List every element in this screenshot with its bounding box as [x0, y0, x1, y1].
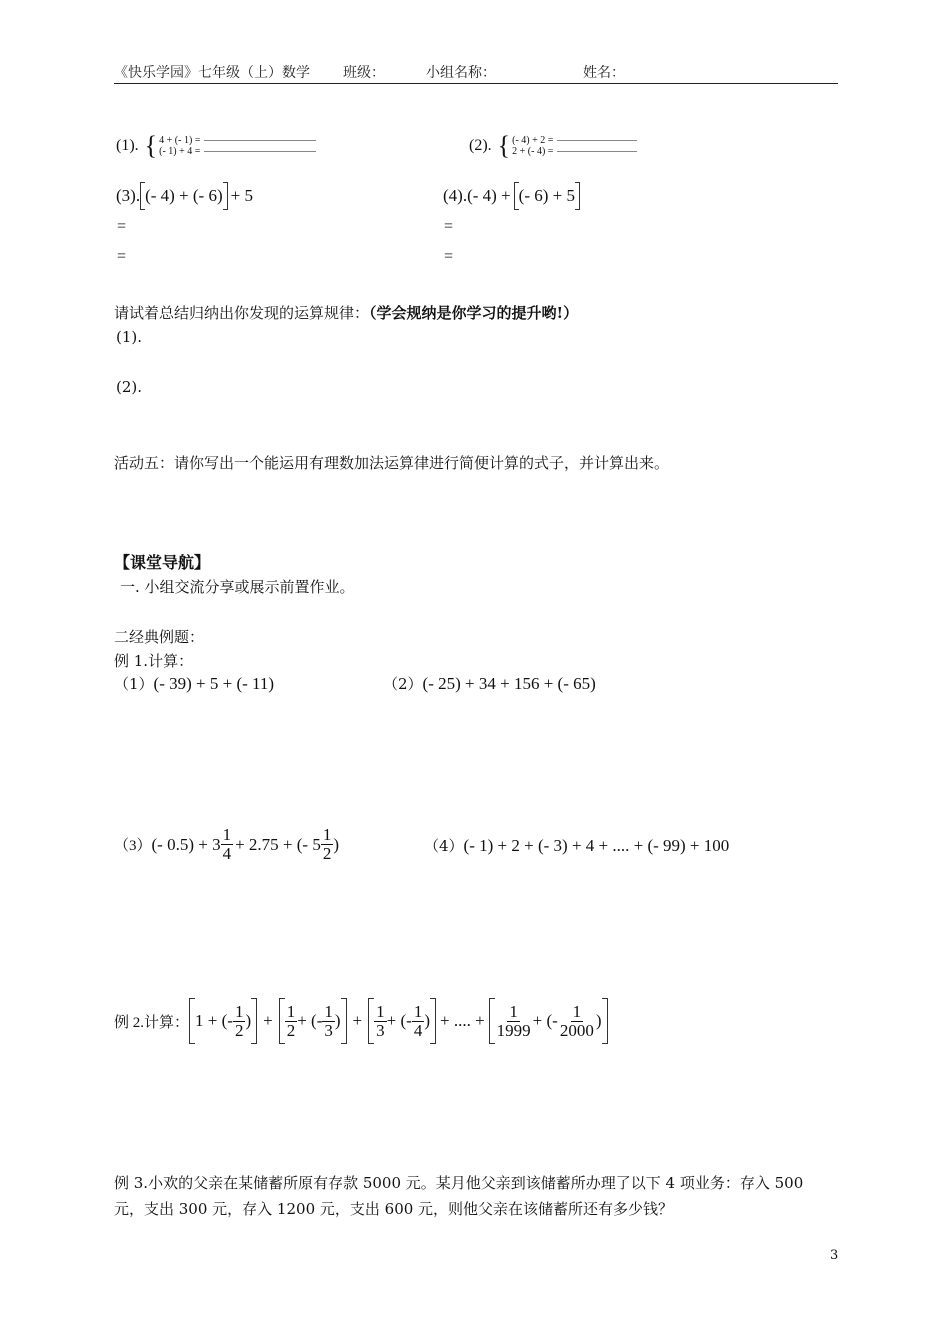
problem-1-line-2: (- 1) + 4 = — [159, 146, 201, 157]
page-number: 3 — [830, 1248, 839, 1263]
example-2 — [114, 998, 608, 1044]
header-class-label: 班级： — [343, 65, 385, 81]
problem-2-label: (2). — [469, 137, 492, 154]
right-bracket — [341, 998, 347, 1044]
answer-blank[interactable] — [204, 151, 316, 152]
left-brace: { — [144, 131, 158, 160]
expression-c: ) — [333, 834, 340, 854]
right-bracket — [251, 998, 257, 1044]
problem-3-tail: + 5 — [230, 186, 253, 205]
summary-item-2: (2). — [116, 378, 143, 396]
problem-1 — [116, 131, 316, 160]
equals-sign: = — [117, 218, 127, 235]
fraction: $\frac{1}{1999}$ — [496, 1001, 531, 1040]
expression: (- 1) + 2 + (- 3) + 4 + .... + (- 99) + 100 — [463, 835, 730, 855]
example-3-line-1: 例 3.小欢的父亲在某储蓄所原有存款 5000 元。某月他父亲到该储蓄所办理了以下 4 项业务：存入 500 — [114, 1174, 804, 1192]
problem-4-head: (- 4) + — [467, 186, 511, 205]
term: ) — [424, 1011, 430, 1030]
expression: (- 25) + 34 + 156 + (- 65) — [422, 673, 596, 693]
equals-sign: = — [117, 248, 127, 265]
term: + (- — [532, 1011, 558, 1030]
problem-3-label: (3). — [116, 186, 141, 205]
term: + (- — [297, 1011, 323, 1030]
right-bracket — [602, 998, 608, 1044]
summary-intro: 请试着总结归纳出你发现的运算规律： — [114, 304, 370, 322]
answer-blank[interactable] — [557, 151, 637, 152]
equals-sign: = — [444, 218, 454, 235]
right-bracket — [575, 182, 580, 210]
problem-2 — [469, 131, 637, 160]
part-label: （3） — [114, 838, 152, 854]
problem-4-inner: (- 6) + 5 — [518, 186, 575, 205]
expression-a: (- 0.5) + 3 — [151, 834, 221, 854]
ellipsis-term: + .... + — [439, 1011, 485, 1030]
summary-emphasis: （学会规纳是你学习的提升哟!） — [369, 304, 579, 322]
section-title: 【课堂导航】 — [114, 553, 211, 572]
fraction: $\frac{1}{2}$ — [286, 1001, 296, 1040]
right-bracket — [223, 182, 228, 210]
fraction: $\frac{1}{2}$ — [322, 825, 332, 863]
problem-4 — [443, 182, 580, 210]
fraction: $\frac{1}{2}$ — [234, 1001, 244, 1040]
summary-prompt — [114, 302, 578, 323]
problem-2-line-2: 2 + (- 4) = — [512, 146, 554, 157]
plus-sign: + — [352, 1011, 363, 1030]
expression: (- 39) + 5 + (- 11) — [153, 673, 275, 693]
plus-sign: + — [263, 1011, 273, 1030]
example-1-part-4 — [424, 835, 729, 856]
term: ) — [245, 1011, 252, 1030]
fraction: $\frac{1}{2000}$ — [559, 1001, 594, 1040]
part-label: （4） — [424, 837, 464, 855]
step-1: 一. 小组交流分享或展示前置作业。 — [120, 578, 355, 596]
example-1-part-1 — [114, 673, 274, 694]
part-label: （2） — [383, 675, 423, 693]
part-label: （1） — [114, 675, 154, 693]
header-name-label: 姓名： — [583, 65, 625, 81]
equals-sign: = — [444, 248, 454, 265]
problem-3 — [116, 182, 253, 210]
activity-5: 活动五：请你写出一个能运用有理数加法运算律进行简便计算的式子，并计算出来。 — [114, 454, 670, 472]
problem-3-inner: (- 4) + (- 6) — [145, 186, 223, 205]
term: ) — [595, 1011, 602, 1030]
fraction: $\frac{1}{3}$ — [324, 1001, 333, 1040]
header-group-label: 小组名称： — [426, 65, 496, 81]
fraction: $\frac{1}{4}$ — [222, 825, 232, 863]
summary-item-1: (1). — [116, 328, 143, 346]
term: 1 + (- — [195, 1011, 233, 1030]
step-2: 二经典例题： — [114, 628, 205, 646]
problem-1-label: (1). — [116, 137, 139, 154]
answer-blank[interactable] — [204, 140, 316, 141]
fraction: $\frac{1}{3}$ — [376, 1001, 385, 1040]
example-2-title: 例 2.计算： — [114, 1014, 190, 1031]
example-1-part-3 — [114, 826, 339, 863]
problem-1-line-1: 4 + (- 1) = — [159, 135, 201, 146]
header-rule — [114, 83, 838, 84]
fraction: $\frac{1}{4}$ — [413, 1001, 423, 1040]
example-3-line-2: 元，支出 300 元，存入 1200 元，支出 600 元，则他父亲在该储蓄所还有多少钱？ — [114, 1200, 674, 1218]
problem-2-line-1: (- 4) + 2 = — [512, 135, 554, 146]
header-book-title: 《快乐学园》七年级（上）数学 — [114, 65, 310, 81]
example-1-part-2 — [383, 673, 596, 694]
left-brace: { — [497, 131, 511, 160]
term: ) — [334, 1011, 341, 1030]
right-bracket — [430, 998, 436, 1044]
term: + (- — [386, 1011, 412, 1030]
example-1-title: 例 1.计算： — [114, 652, 194, 670]
problem-4-label: (4). — [443, 186, 468, 205]
answer-blank[interactable] — [557, 140, 637, 141]
expression-b: + 2.75 + (- 5 — [235, 834, 321, 854]
